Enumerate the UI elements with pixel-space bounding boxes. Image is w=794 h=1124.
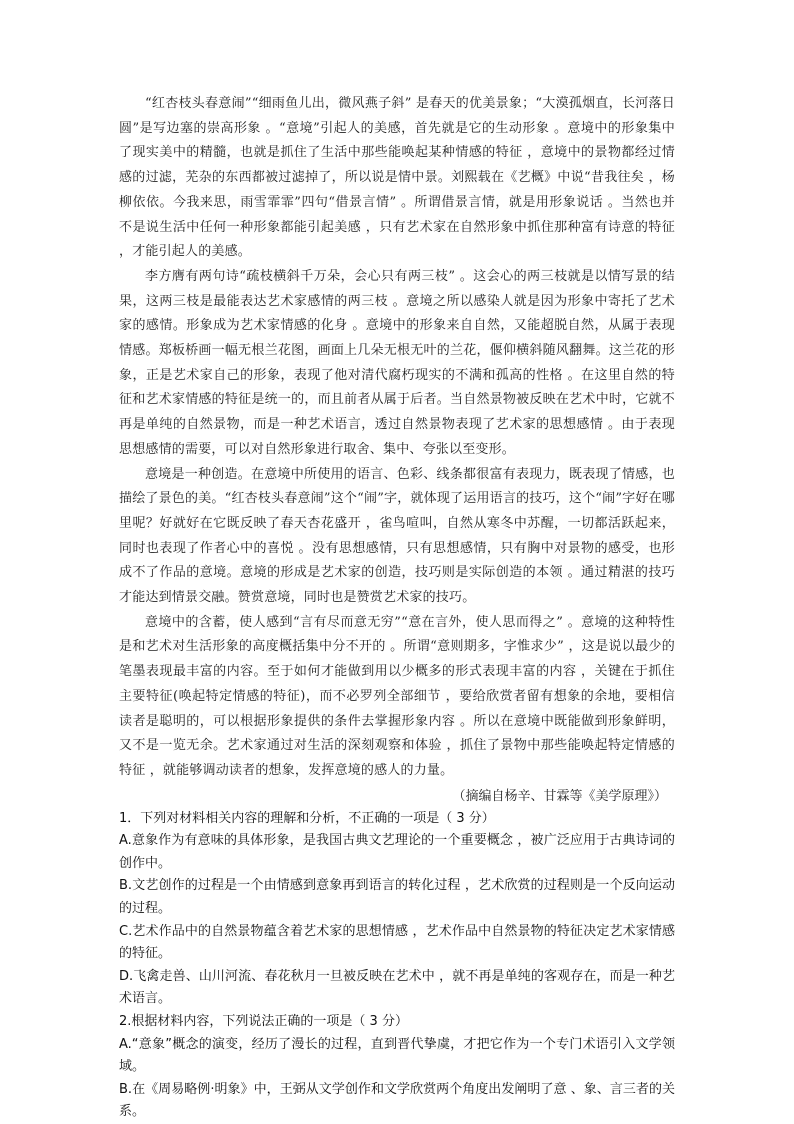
- question-1-option-a: A.意象作为有意味的具体形象，是我国古典文艺理论的一个重要概念 ，被广泛应用于古典诗词的创作中。: [119, 833, 675, 871]
- document-page: [119, 92, 675, 1124]
- question-1-stem: 1．下列对材料相关内容的理解和分析，不正确的一项是（ 3 分）: [119, 810, 495, 826]
- question-1-option-c: C.艺术作品中的自然景物蕴含着艺术家的思想情感 ，艺术作品中自然景物的特征决定艺术家情感的特征。: [119, 923, 675, 962]
- question-2-option-b: B.在《周易略例·明象》中，王弼从文学创作和文学欣赏两个角度出发阐明了意 、象、言三者的关系。: [119, 1081, 675, 1120]
- question-2-option-a: A.“意象”概念的演变，经历了漫长的过程，直到晋代挚虞，才把它作为一个专门术语引入文学领域。: [119, 1036, 675, 1075]
- question-1-option-b: B.文艺创作的过程是一个由情感到意象再到语言的转化过程 ，艺术欣赏的过程则是一个反向运动的过程。: [119, 878, 675, 917]
- question-2: [119, 1011, 675, 1124]
- passage-paragraph-2: 李方膺有两句诗“疏枝横斜千万朵，会心只有两三枝” 。这会心的两三枝就是以情写景的结果，这两三枝是最能表达艺术家感情的两三枝 。意境之所以感染人就是因为形象中寄托了艺术家的感情。形象成为艺术家情感的化身 。意境中的形象来自自然，又能超脱自然，从属于表现情感。郑板桥画一幅无根兰花图，画面上几朵无根无叶的兰花，偃仰横斜随风翻舞。这兰花的形象，正是艺术家自己的形象，表现了他对清代腐朽现实的不满和孤高的性格 。在这里自然的特征和艺术家情感的特征是统一的，而且前者从属于后者。当自然景物被反映在艺术中时，它就不再是单纯的自然景物，而是一种艺术语言，透过自然景物表现了艺术家的思想感情 。由于表现思想感情的需要，可以对自然形象进行取舍、集中、夸张以至变形。: [119, 268, 675, 457]
- passage-paragraph-1: “红杏枝头春意闹”“细雨鱼儿出，微风燕子斜” 是春天的优美景象；“大漠孤烟直，长河落日圆”是写边塞的崇高形象 。“意境”引起人的美感，首先就是它的生动形象 。意境中的形象集中了现实美中的精髓，也就是抓住了生活中那些能唤起某种情感的特征 ，意境中的景物都经过情感的过滤，芜杂的东西都被过滤掉了，所以说是情中景。刘熙载在《艺概》中说“昔我往矣 ，杨柳依依。今我来思，雨雪霏霏”四句“借景言情” 。所谓借景言情，就是用形象说话 。当然也并不是说生活中任何一种形象都能引起美感 ，只有艺术家在自然形象中抓住那种富有诗意的特征 ，才能引起人的美感。: [119, 96, 675, 260]
- question-1-option-d: D.飞禽走兽、山川河流、春花秋月一旦被反映在艺术中 ，就不再是单纯的客观存在，而是一种艺术语言。: [119, 968, 675, 1007]
- question-2-stem: 2.根据材料内容，下列说法正确的一项是（ 3 分）: [119, 1014, 408, 1030]
- passage-paragraph-4: 意境中的含蓄，使人感到“言有尽而意无穷”“意在言外，使人思而得之” 。意境的这种特性是和艺术对生活形象的高度概括集中分不开的 。所谓“意则期多，字惟求少” ，这是说以最少的笔墨表现最丰富的内容。至于如何才能做到用以少概多的形式表现丰富的内容 ，关键在于抓住主要特征(唤起特定情感的特征)，而不必罗列全部细节 ，要给欣赏者留有想象的余地，要相信读者是聪明的，可以根据形象提供的条件去掌握形象内容 。所以在意境中既能做到形象鲜明，又不是一览无余。艺术家通过对生活的深刻观察和体验 ，抓住了景物中那些能唤起特定情感的特征 ，就能够调动读者的想象，发挥意境的感人的力量。: [119, 614, 675, 778]
- question-1: [119, 808, 675, 1011]
- passage-source: （摘编自杨辛、甘霖等《美学原理》）: [452, 788, 667, 804]
- passage-paragraph-3: 意境是一种创造。在意境中所使用的语言、色彩、线条都很富有表现力，既表现了情感，也描绘了景色的美。“红杏枝头春意闹”这个“闹”字，就体现了运用语言的技巧，这个“闹”字好在哪里呢？好就好在它既反映了春天杏花盛开 ，雀鸟喧叫，自然从寒冬中苏醒，一切都活跃起来，同时也表现了作者心中的喜悦 。没有思想感情，只有思想感情，只有胸中对景物的感受，也形成不了作品的意境。意境的形成是艺术家的创造，技巧则是实际创造的本领 。通过精湛的技巧才能达到情景交融。赞赏意境，同时也是赞赏艺术家的技巧。: [119, 466, 675, 606]
